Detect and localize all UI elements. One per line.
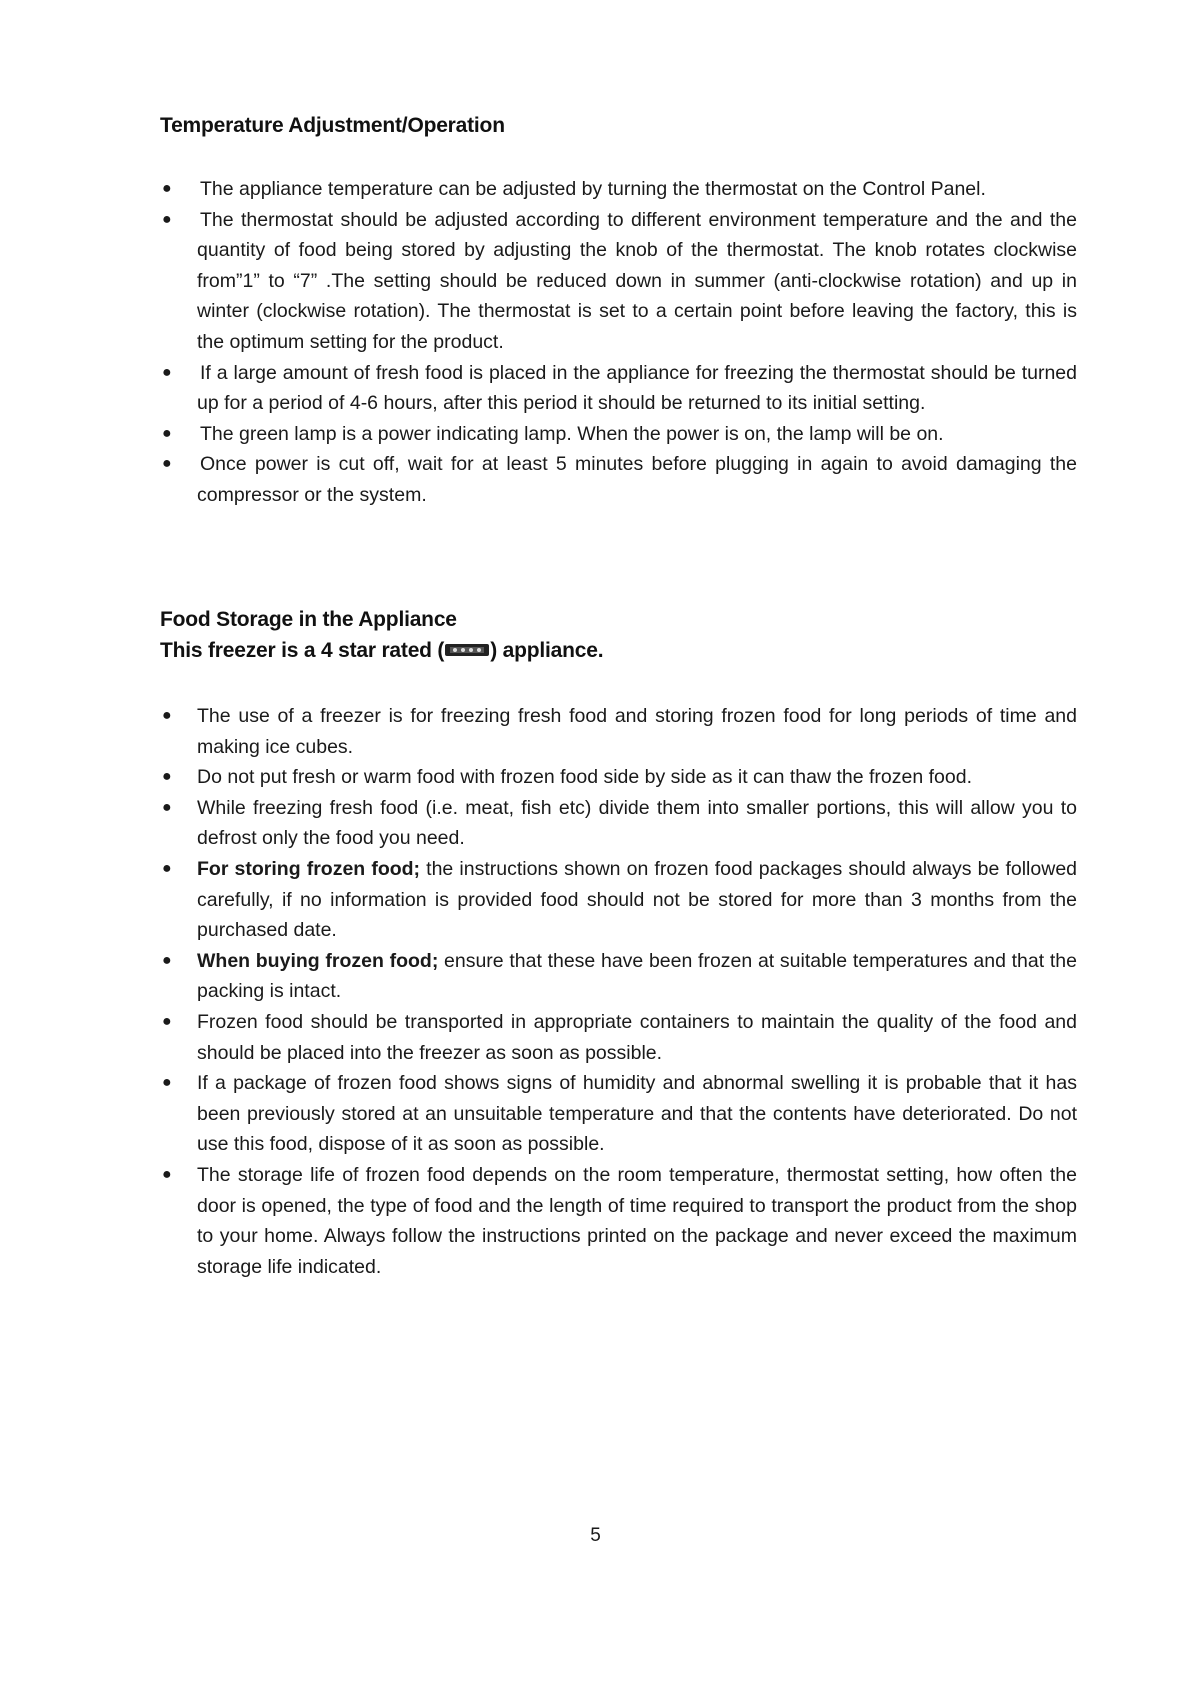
list-item: ● The thermostat should be adjusted according to different environment temperature and the and the quantity of food being stored by adjusting the knob of the thermostat. The knob rotates clockwise from”1” to “7” .The setting should be reduced down in summer (anti-clockwise rotation) and up in winter (clockwise rotation). The thermostat is set to a certain point before leaving the factory, this is the optimum setting for the product.	[197, 205, 1077, 358]
bullet-icon: ●	[162, 1012, 172, 1030]
list-item: ● When buying frozen food; ensure that these have been frozen at suitable temperatures and that the packing is intact.	[197, 946, 1077, 1007]
bullet-icon: ●	[162, 424, 172, 442]
list-item: ● For storing frozen food; the instructions shown on frozen food packages should always be followed carefully, if no information is provided food should not be stored for more than 3 months from the purchased date.	[197, 854, 1077, 946]
bullet-icon: ●	[162, 455, 172, 473]
bullet-icon: ●	[162, 951, 172, 969]
section-title-temperature: Temperature Adjustment/Operation	[160, 114, 505, 137]
list-item: ● If a package of frozen food shows signs of humidity and abnormal swelling it is probable that it has been previously stored at an unsuitable temperature and that the contents have deteriorated. Do not use this food, dispose of it as soon as possible.	[197, 1068, 1077, 1160]
bullet-icon: ●	[162, 798, 172, 816]
list-item: ● While freezing fresh food (i.e. meat, fish etc) divide them into smaller portions, this will allow you to defrost only the food you need.	[197, 793, 1077, 854]
page-number: 5	[590, 1525, 601, 1546]
list-item: ● Once power is cut off, wait for at least 5 minutes before plugging in again to avoid damaging the compressor or the system.	[197, 449, 1077, 510]
food-storage-bullet-list	[0, 701, 1077, 1282]
bullet-icon: ●	[162, 1074, 172, 1092]
star-rating-statement: This freezer is a 4 star rated ( ) appliance.	[160, 639, 604, 662]
bullet-icon: ●	[162, 210, 172, 228]
bullet-icon: ●	[162, 1165, 172, 1183]
bullet-icon: ●	[162, 768, 172, 786]
list-item: ● The storage life of frozen food depends on the room temperature, thermostat setting, how often the door is opened, the type of food and the length of time required to transport the product from the shop to your home. Always follow the instructions printed on the package and never exceed the maximum storage life indicated.	[197, 1160, 1077, 1282]
list-item: ● The green lamp is a power indicating lamp. When the power is on, the lamp will be on.	[197, 419, 1077, 450]
list-item: ● Frozen food should be transported in appropriate containers to maintain the quality of the food and should be placed into the freezer as soon as possible.	[197, 1007, 1077, 1068]
four-star-rating-icon	[444, 637, 490, 655]
bullet-icon: ●	[162, 707, 172, 724]
section-title-food-storage: Food Storage in the Appliance	[160, 608, 457, 631]
bullet-icon: ●	[162, 363, 172, 381]
list-item: ● The appliance temperature can be adjusted by turning the thermostat on the Control Panel.	[197, 174, 1077, 205]
list-item: ● Do not put fresh or warm food with frozen food side by side as it can thaw the frozen food.	[197, 762, 1077, 793]
list-item: ● The use of a freezer is for freezing fresh food and storing frozen food for long periods of time and making ice cubes.	[197, 701, 1077, 762]
bullet-icon: ●	[162, 180, 172, 197]
bullet-icon: ●	[162, 859, 172, 877]
temperature-bullet-list	[0, 174, 1077, 511]
list-item: ● If a large amount of fresh food is placed in the appliance for freezing the thermostat should be turned up for a period of 4-6 hours, after this period it should be returned to its initial setting.	[197, 358, 1077, 419]
